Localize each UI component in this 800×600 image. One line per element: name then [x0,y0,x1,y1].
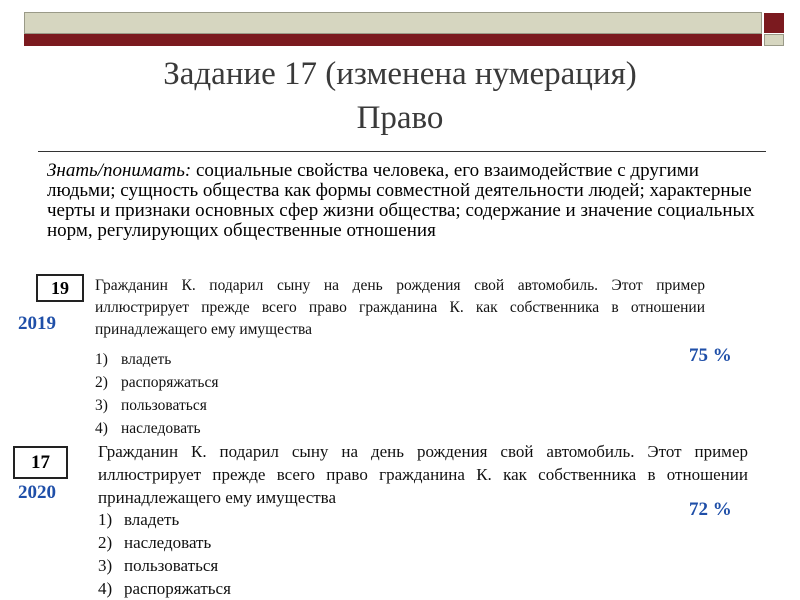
slide-title-line2: Право [356,100,444,136]
task-number-2020: 17 [13,446,68,479]
percent-2019: 75 % [689,345,732,366]
header-bar-light [24,12,762,34]
year-label-2020: 2020 [18,482,56,503]
option-item: 4) распоряжаться [98,579,231,598]
slide-title [60,52,740,140]
option-item: 1) владеть [95,351,172,368]
intro-paragraph [47,161,767,241]
header-bar-dark [24,34,762,46]
option-item: 2) распоряжаться [95,374,219,391]
option-item: 3) пользоваться [95,397,207,414]
intro-lead: Знать/понимать: [47,160,192,181]
options-2019 [95,348,218,440]
option-item: 1) владеть [98,510,180,529]
option-item: 2) наследовать [98,533,212,552]
options-2020 [98,508,231,600]
title-divider [38,151,766,152]
option-item: 3) пользоваться [98,556,219,575]
option-item: 4) наследовать [95,420,201,437]
question-2019: Гражданин К. подарил сыну на день рождения свой автомобиль. Этот пример иллюстрирует прежде всего право гражданина К. как собственника в отношении принадлежащего ему имущества [95,277,705,338]
percent-2020: 72 % [689,499,732,520]
slide-title-line1: Задание 17 (изменена нумерация) [163,56,637,92]
header-square-dark [764,13,784,33]
question-2020: Гражданин К. подарил сыну на день рождения свой автомобиль. Этот пример иллюстрирует прежде всего право гражданина К. как собственника в отношении принадлежащего ему имущества [98,442,748,507]
header-square-light [764,34,784,46]
task-number-2019: 19 [36,274,84,302]
intro-text: социальные свойства человека, его взаимодействие с другими людьми; сущность общества как формы совместной деятельности людей; характерные черты и признаки основных сфер жизни общества; содержание и значение социальных норм, регулирующих общественные отношения [47,160,755,241]
year-label-2019: 2019 [18,313,56,334]
